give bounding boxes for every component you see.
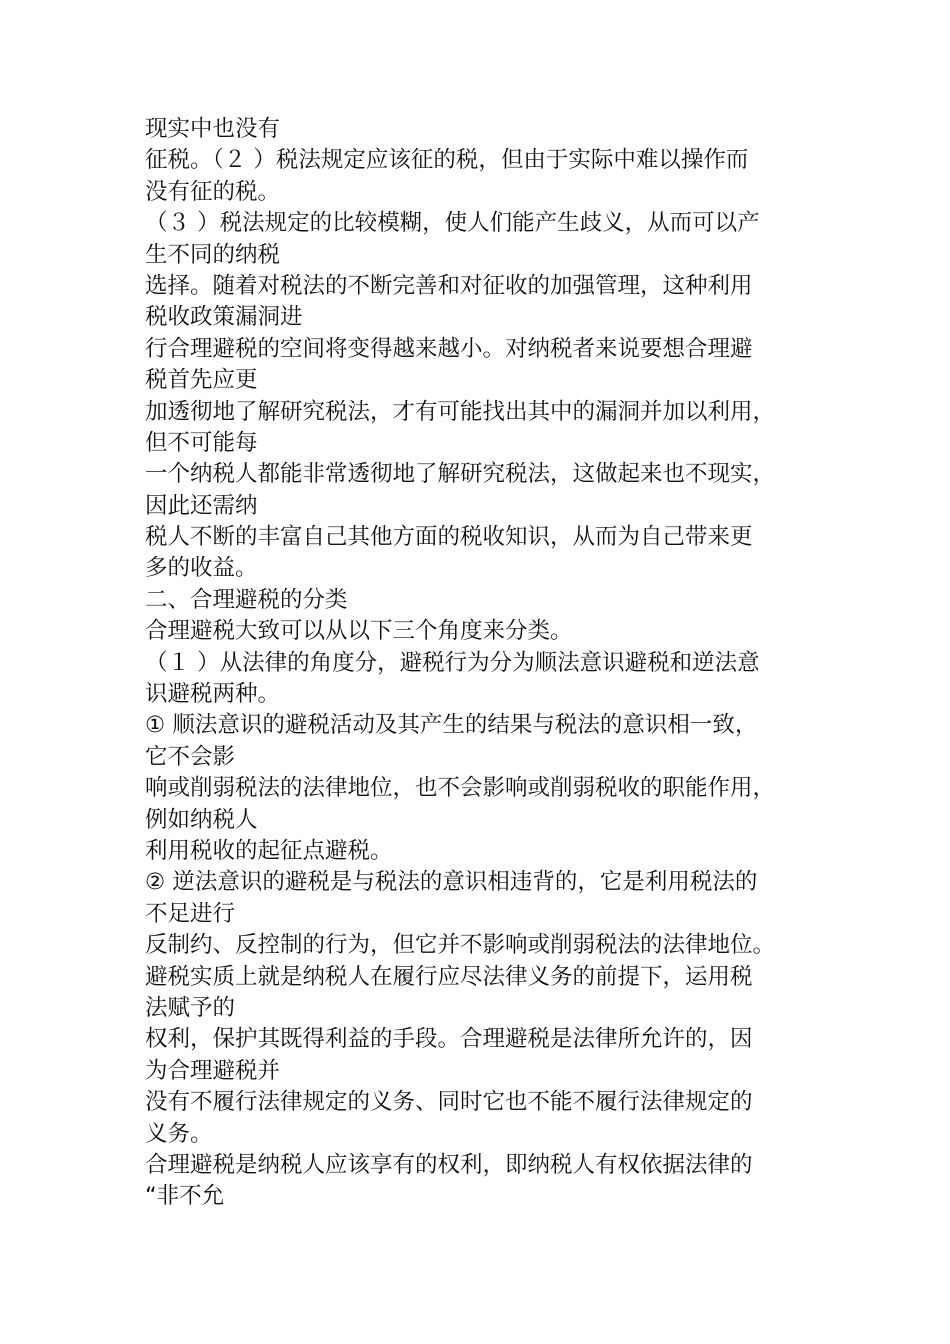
text-line: 税收政策漏洞进: [145, 304, 303, 331]
text-line: 没有不履行法律规定的义务、同时它也不能不履行法律规定的: [145, 1089, 753, 1116]
text-line: 不足进行: [145, 900, 236, 927]
text-line: ② 逆法意识的避税是与税法的意识相违背的，它是利用税法的: [145, 869, 758, 896]
text-line: 为合理避税并: [145, 1057, 281, 1084]
text-line: 加透彻地了解研究税法，才有可能找出其中的漏洞并加以利用，: [145, 398, 776, 425]
text-line: “非不允: [145, 1183, 225, 1210]
text-line: 反制约、反控制的行为，但它并不影响或削弱税法的法律地位。: [145, 932, 776, 959]
text-line: 生不同的纳税: [145, 241, 281, 268]
text-line: 征税。（２ ）税法规定应该征的税，但由于实际中难以操作而: [145, 147, 749, 174]
text-line: 因此还需纳: [145, 492, 258, 519]
text-line: 法赋予的: [145, 994, 236, 1021]
text-line: （１ ）从法律的角度分，避税行为分为顺法意识避税和逆法意: [145, 649, 760, 676]
section-heading: 二、合理避税的分类: [145, 586, 348, 613]
text-line: 税首先应更: [145, 367, 258, 394]
body-text: [145, 114, 810, 1213]
text-line: 多的收益。: [145, 555, 258, 582]
text-line: 权利，保护其既得利益的手段。合理避税是法律所允许的，因: [145, 1026, 753, 1053]
text-line: 识避税两种。: [145, 681, 281, 708]
text-line: 税人不断的丰富自己其他方面的税收知识，从而为自己带来更: [145, 524, 753, 551]
text-line: 一个纳税人都能非常透彻地了解研究税法，这做起来也不现实，: [145, 461, 776, 488]
text-line: 利用税收的起征点避税。: [145, 837, 393, 864]
text-line: 现实中也没有: [145, 116, 281, 142]
text-line: 合理避税是纳税人应该享有的权利，即纳税人有权依据法律的: [145, 1151, 753, 1178]
text-line: 避税实质上就是纳税人在履行应尽法律义务的前提下，运用税: [145, 963, 753, 990]
text-line: 合理避税大致可以从以下三个角度来分类。: [145, 618, 573, 645]
text-line: 行合理避税的空间将变得越来越小。对纳税者来说要想合理避: [145, 335, 753, 362]
text-line: ① 顺法意识的避税活动及其产生的结果与税法的意识相一致，: [145, 712, 758, 739]
text-line: 选择。随着对税法的不断完善和对征收的加强管理，这种利用: [145, 272, 753, 299]
text-line: 但不可能每: [145, 429, 258, 456]
text-line: 它不会影: [145, 743, 236, 770]
text-line: 例如纳税人: [145, 806, 258, 833]
text-line: 义务。: [145, 1120, 213, 1147]
text-line: 没有征的税。: [145, 178, 281, 205]
text-line: 响或削弱税法的法律地位，也不会影响或削弱税收的职能作用，: [145, 775, 776, 802]
text-line: （３ ）税法规定的比较模糊，使人们能产生歧义，从而可以产: [145, 210, 760, 237]
